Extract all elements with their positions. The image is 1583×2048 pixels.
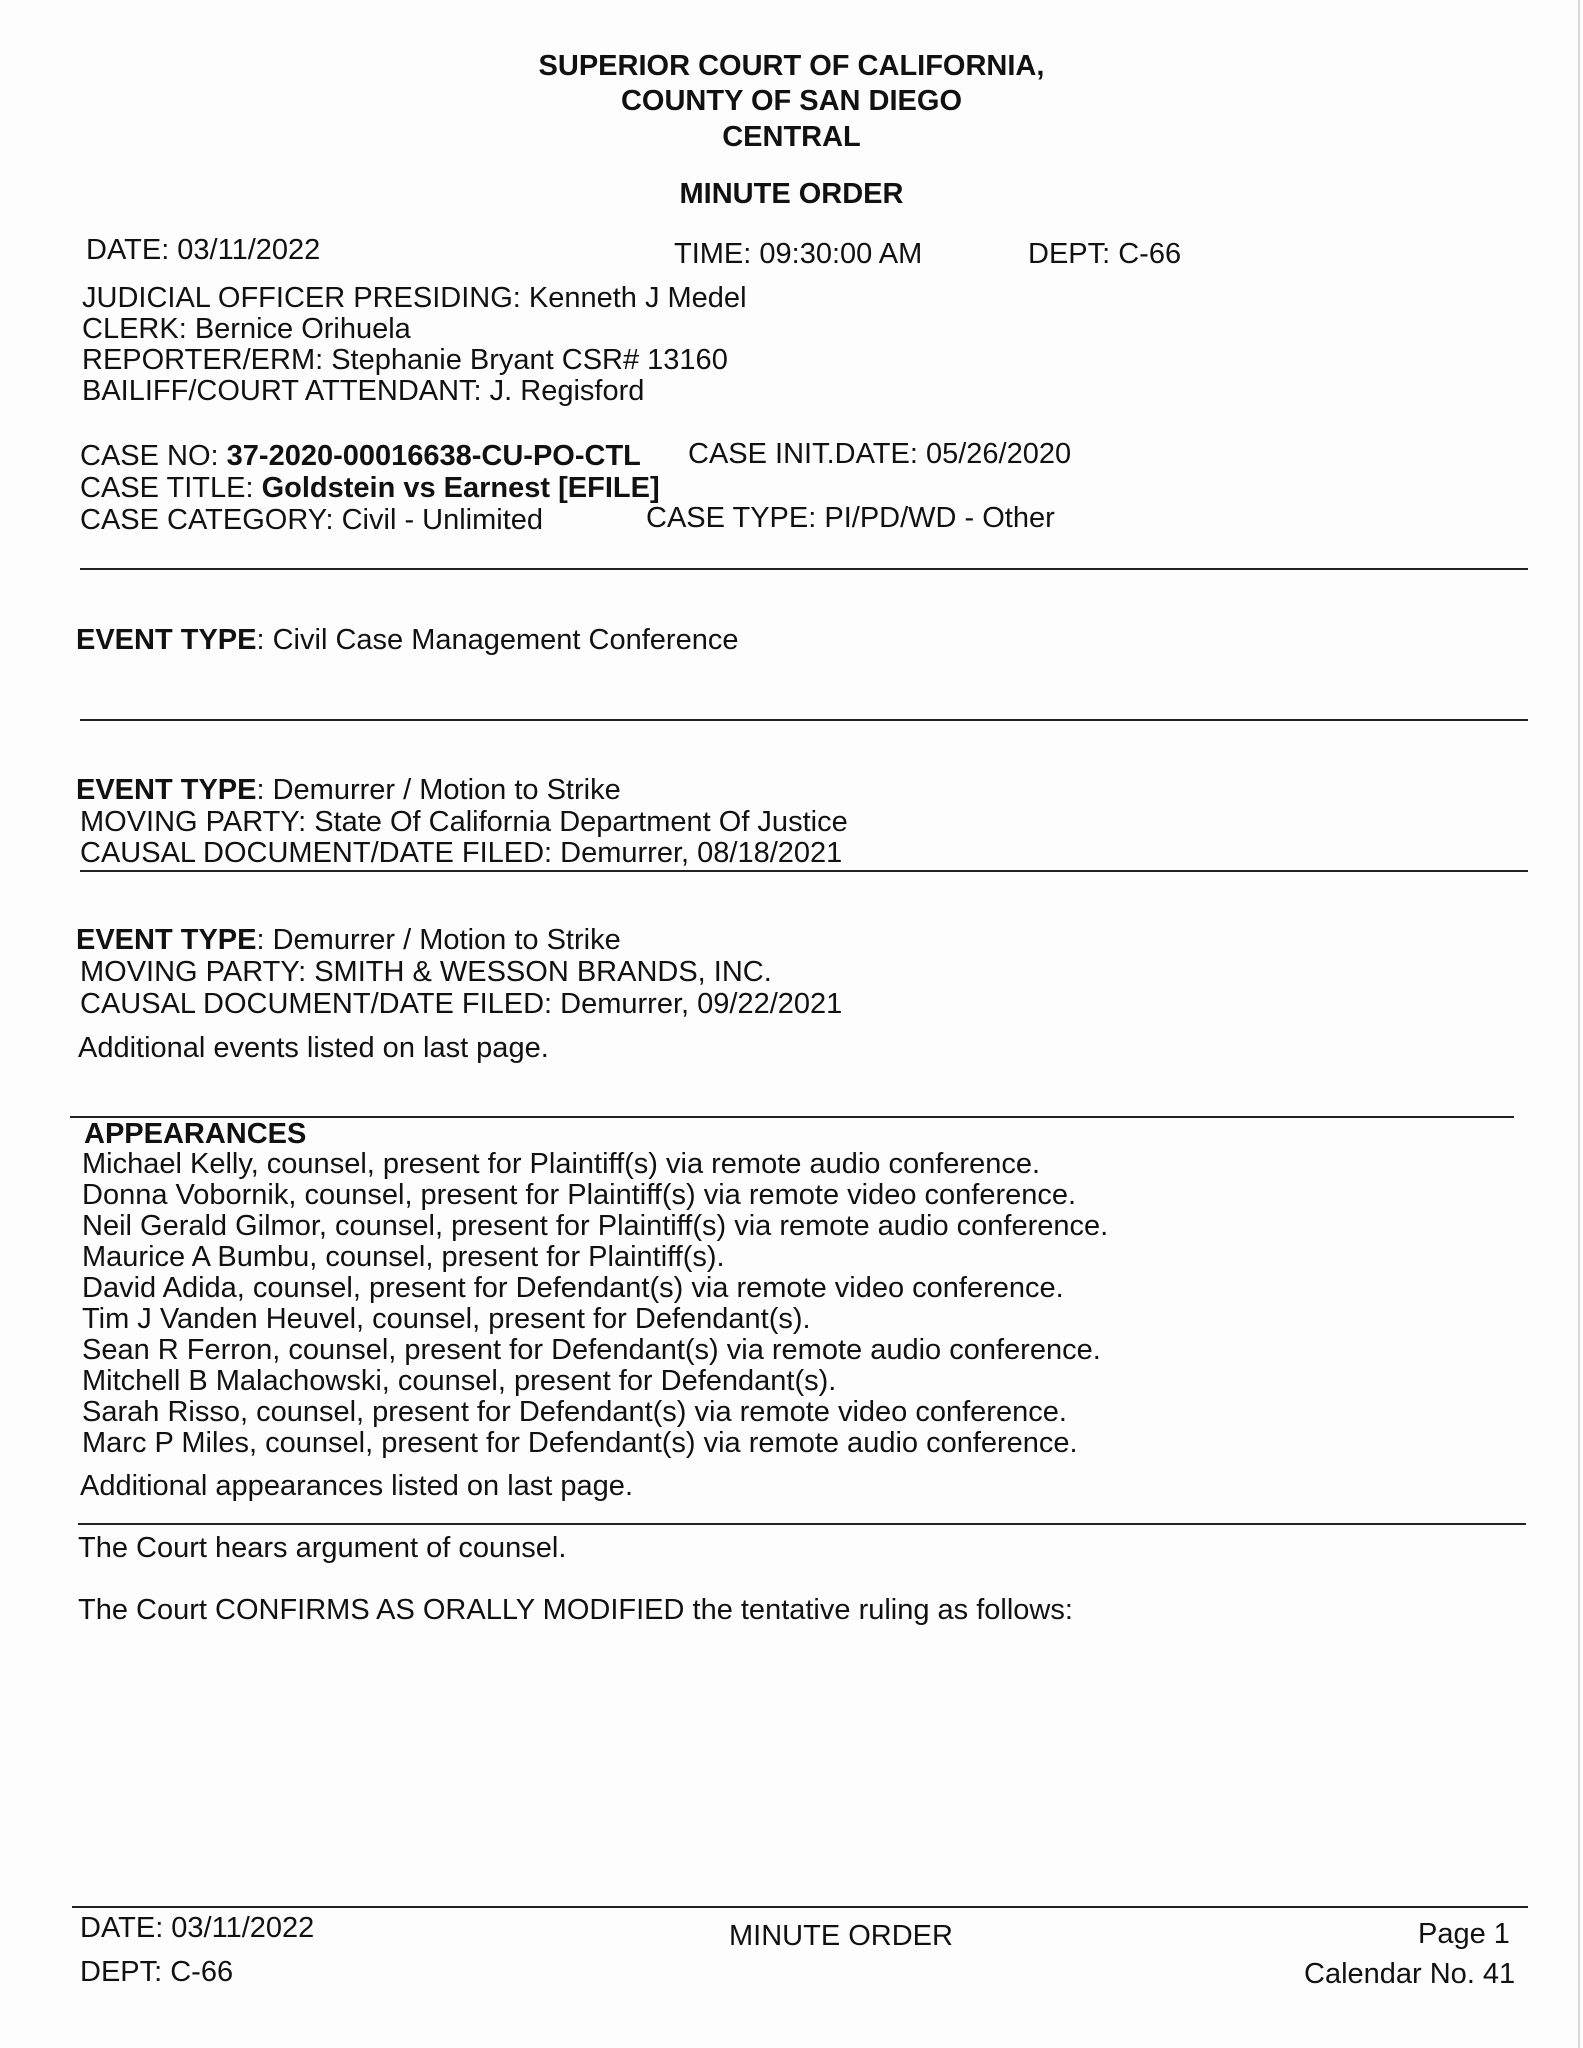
additional-events-note: Additional events listed on last page.: [78, 1032, 549, 1064]
judicial-officer: JUDICIAL OFFICER PRESIDING: Kenneth J Medel: [82, 282, 747, 314]
court-branch: CENTRAL: [722, 121, 861, 153]
footer-dept: DEPT: C-66: [80, 1956, 234, 1988]
divider: [80, 719, 1528, 721]
appearance-line: Sean R Ferron, counsel, present for Defendant(s) via remote audio conference.: [82, 1334, 1101, 1366]
event-2-label: EVENT TYPE: [76, 774, 257, 806]
additional-appearances-note: Additional appearances listed on last page.: [80, 1470, 633, 1502]
event-3-value: : Demurrer / Motion to Strike: [256, 924, 621, 956]
session-date: DATE: 03/11/2022: [86, 234, 321, 266]
case-title: [80, 472, 660, 504]
event-3-causal-document: CAUSAL DOCUMENT/DATE FILED: Demurrer, 09/22/2021: [80, 988, 843, 1020]
event-2-value: : Demurrer / Motion to Strike: [256, 774, 621, 806]
appearance-line: Sarah Risso, counsel, present for Defendant(s) via remote video conference.: [82, 1396, 1067, 1428]
appearance-line: Donna Vobornik, counsel, present for Plaintiff(s) via remote video conference.: [82, 1179, 1077, 1211]
event-1-label: EVENT TYPE: [76, 624, 257, 656]
footer-title: MINUTE ORDER: [729, 1920, 953, 1952]
case-category: CASE CATEGORY: Civil - Unlimited: [80, 504, 544, 536]
event-3: [76, 924, 621, 956]
case-type: CASE TYPE: PI/PD/WD - Other: [646, 502, 1055, 534]
court-name: SUPERIOR COURT OF CALIFORNIA,: [538, 50, 1045, 82]
appearance-line: Marc P Miles, counsel, present for Defendant(s) via remote audio conference.: [82, 1427, 1078, 1459]
event-3-moving-party: MOVING PARTY: SMITH & WESSON BRANDS, INC.: [80, 956, 772, 988]
event-1-value: : Civil Case Management Conference: [256, 624, 739, 656]
footer-page-number: Page 1: [1418, 1918, 1510, 1950]
footer-divider: [72, 1906, 1528, 1908]
case-title-label: CASE TITLE:: [80, 472, 262, 504]
appearances-heading: APPEARANCES: [84, 1118, 307, 1150]
case-number-label: CASE NO:: [80, 440, 227, 472]
divider: [80, 568, 1528, 570]
body-line-2: The Court CONFIRMS AS ORALLY MODIFIED the tentative ruling as follows:: [78, 1594, 1073, 1626]
session-time: TIME: 09:30:00 AM: [674, 238, 923, 270]
appearance-line: Maurice A Bumbu, counsel, present for Plaintiff(s).: [82, 1241, 725, 1273]
reporter: REPORTER/ERM: Stephanie Bryant CSR# 13160: [82, 344, 728, 376]
divider: [78, 1523, 1526, 1525]
footer-calendar-number: Calendar No. 41: [1304, 1958, 1516, 1990]
case-init-date: CASE INIT.DATE: 05/26/2020: [688, 438, 1072, 470]
case-number: [80, 440, 641, 472]
clerk: CLERK: Bernice Orihuela: [82, 313, 411, 345]
appearance-line: David Adida, counsel, present for Defendant(s) via remote video conference.: [82, 1272, 1064, 1304]
event-2-moving-party: MOVING PARTY: State Of California Department Of Justice: [80, 806, 848, 838]
event-1: [76, 624, 738, 656]
event-2: [76, 774, 621, 806]
case-title-value: Goldstein vs Earnest [EFILE]: [261, 472, 660, 504]
scan-edge: [1578, 0, 1580, 2048]
footer-date: DATE: 03/11/2022: [80, 1912, 315, 1944]
appearance-line: Tim J Vanden Heuvel, counsel, present for Defendant(s).: [82, 1303, 811, 1335]
appearance-line: Mitchell B Malachowski, counsel, present for Defendant(s).: [82, 1365, 837, 1397]
event-2-causal-document: CAUSAL DOCUMENT/DATE FILED: Demurrer, 08/18/2021: [80, 837, 843, 869]
case-number-value: 37-2020-00016638-CU-PO-CTL: [226, 440, 641, 472]
county-name: COUNTY OF SAN DIEGO: [620, 85, 963, 117]
divider: [80, 870, 1528, 872]
document-title: MINUTE ORDER: [679, 178, 904, 210]
bailiff: BAILIFF/COURT ATTENDANT: J. Regisford: [82, 375, 645, 407]
session-dept: DEPT: C-66: [1028, 238, 1182, 270]
event-3-label: EVENT TYPE: [76, 924, 257, 956]
appearance-line: Neil Gerald Gilmor, counsel, present for Plaintiff(s) via remote audio conference.: [82, 1210, 1109, 1242]
body-line-1: The Court hears argument of counsel.: [78, 1532, 567, 1564]
appearance-line: Michael Kelly, counsel, present for Plaintiff(s) via remote audio conference.: [82, 1148, 1041, 1180]
